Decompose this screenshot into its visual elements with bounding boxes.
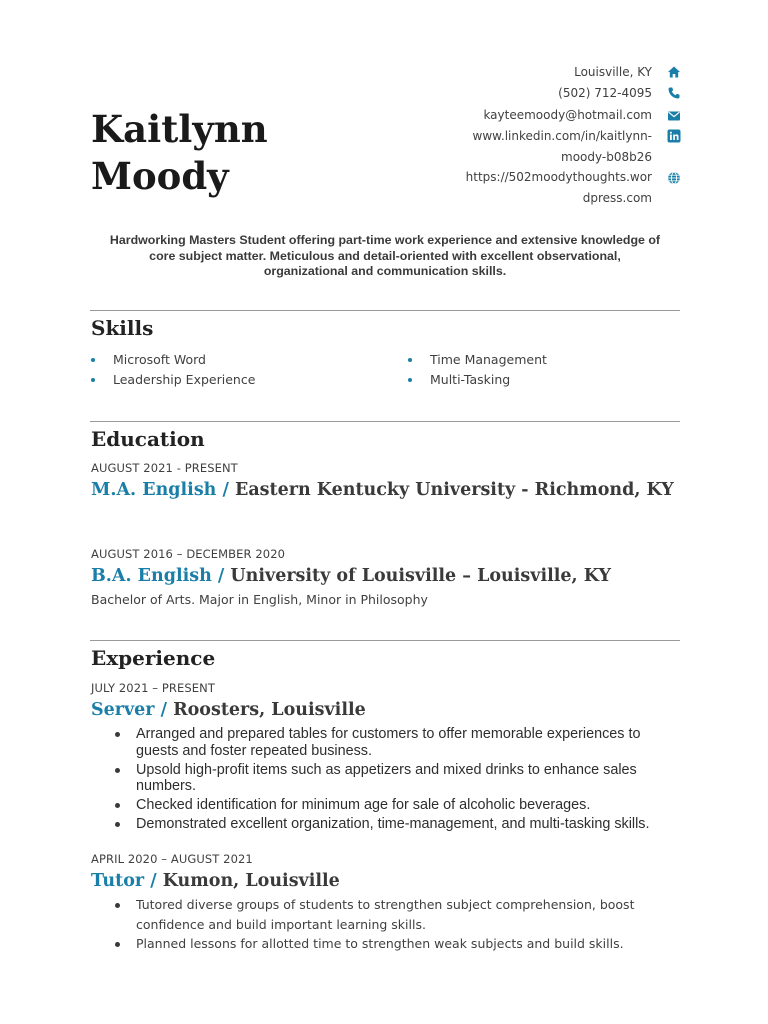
linkedin-line-1: www.linkedin.com/in/kaitlynn- bbox=[472, 129, 652, 143]
duty-item: Planned lessons for allotted time to strengthen weak subjects and build skills. bbox=[91, 934, 681, 954]
skill-item: Leadership Experience bbox=[91, 370, 255, 390]
job-duties bbox=[91, 895, 681, 954]
email-icon bbox=[667, 109, 681, 123]
skills-list-left bbox=[91, 350, 255, 390]
website-text[interactable] bbox=[432, 167, 652, 209]
divider bbox=[90, 310, 680, 311]
duty-item: Demonstrated excellent organization, time-management, and multi-tasking skills. bbox=[91, 816, 681, 833]
job-duties bbox=[91, 726, 681, 836]
phone-icon bbox=[667, 86, 681, 100]
skills-heading: Skills bbox=[91, 316, 154, 340]
duty-item: Tutored diverse groups of students to strengthen subject comprehension, boost confidence and build important learning skills. bbox=[91, 895, 681, 934]
skill-item: Multi-Tasking bbox=[408, 370, 547, 390]
degree-name: B.A. English / bbox=[91, 566, 225, 586]
home-icon bbox=[667, 65, 681, 79]
linkedin-icon bbox=[667, 129, 681, 143]
summary-line-1: Hardworking Masters Student offering part-time work experience and extensive knowledge of bbox=[109, 233, 661, 247]
education-date: AUGUST 2016 – DECEMBER 2020 bbox=[91, 547, 286, 561]
job-employer: Roosters, Louisville bbox=[167, 700, 366, 720]
summary-line-3: organizational and communication skills. bbox=[263, 264, 507, 278]
linkedin-text[interactable] bbox=[432, 126, 652, 168]
school-name: University of Louisville – Louisville, KY bbox=[224, 566, 611, 586]
location-text: Louisville, KY bbox=[574, 65, 652, 79]
job-date: APRIL 2020 – AUGUST 2021 bbox=[91, 852, 253, 866]
phone-text: (502) 712-4095 bbox=[558, 86, 652, 100]
degree-detail: Bachelor of Arts. Major in English, Minor in Philosophy bbox=[91, 592, 428, 607]
education-title bbox=[91, 478, 681, 502]
website-line-2: dpress.com bbox=[582, 191, 652, 205]
candidate-name bbox=[91, 106, 268, 200]
education-heading: Education bbox=[91, 427, 205, 451]
divider bbox=[90, 640, 680, 641]
skill-item: Time Management bbox=[408, 350, 547, 370]
email-text[interactable]: kayteemoody@hotmail.com bbox=[483, 108, 652, 122]
divider bbox=[90, 421, 680, 422]
globe-icon bbox=[667, 171, 681, 185]
job-role: Tutor / bbox=[91, 871, 157, 891]
duty-item: Arranged and prepared tables for customers to offer memorable experiences to guests and foster repeated business. bbox=[91, 726, 681, 759]
school-name: Eastern Kentucky University - Richmond, KY bbox=[228, 480, 674, 500]
degree-name: M.A. English / bbox=[91, 480, 229, 500]
first-name: Kaitlynn bbox=[91, 107, 268, 151]
professional-summary bbox=[90, 233, 680, 280]
job-title bbox=[91, 869, 681, 893]
experience-heading: Experience bbox=[91, 646, 216, 670]
job-date: JULY 2021 – PRESENT bbox=[91, 681, 215, 695]
duty-item: Checked identification for minimum age for sale of alcoholic beverages. bbox=[91, 797, 681, 814]
linkedin-line-2: moody-b08b26 bbox=[561, 150, 652, 164]
education-title bbox=[91, 564, 681, 588]
duty-item: Upsold high-profit items such as appetizers and mixed drinks to enhance sales numbers. bbox=[91, 762, 681, 795]
job-role: Server / bbox=[91, 700, 167, 720]
job-title bbox=[91, 698, 681, 722]
job-employer: Kumon, Louisville bbox=[156, 871, 340, 891]
skills-list-right bbox=[408, 350, 547, 390]
skill-item: Microsoft Word bbox=[91, 350, 255, 370]
website-line-1: https://502moodythoughts.wor bbox=[465, 170, 652, 184]
summary-line-2: core subject matter. Meticulous and detail-oriented with excellent observational, bbox=[149, 248, 621, 263]
education-date: AUGUST 2021 - PRESENT bbox=[91, 461, 238, 475]
last-name: Moody bbox=[91, 154, 229, 198]
